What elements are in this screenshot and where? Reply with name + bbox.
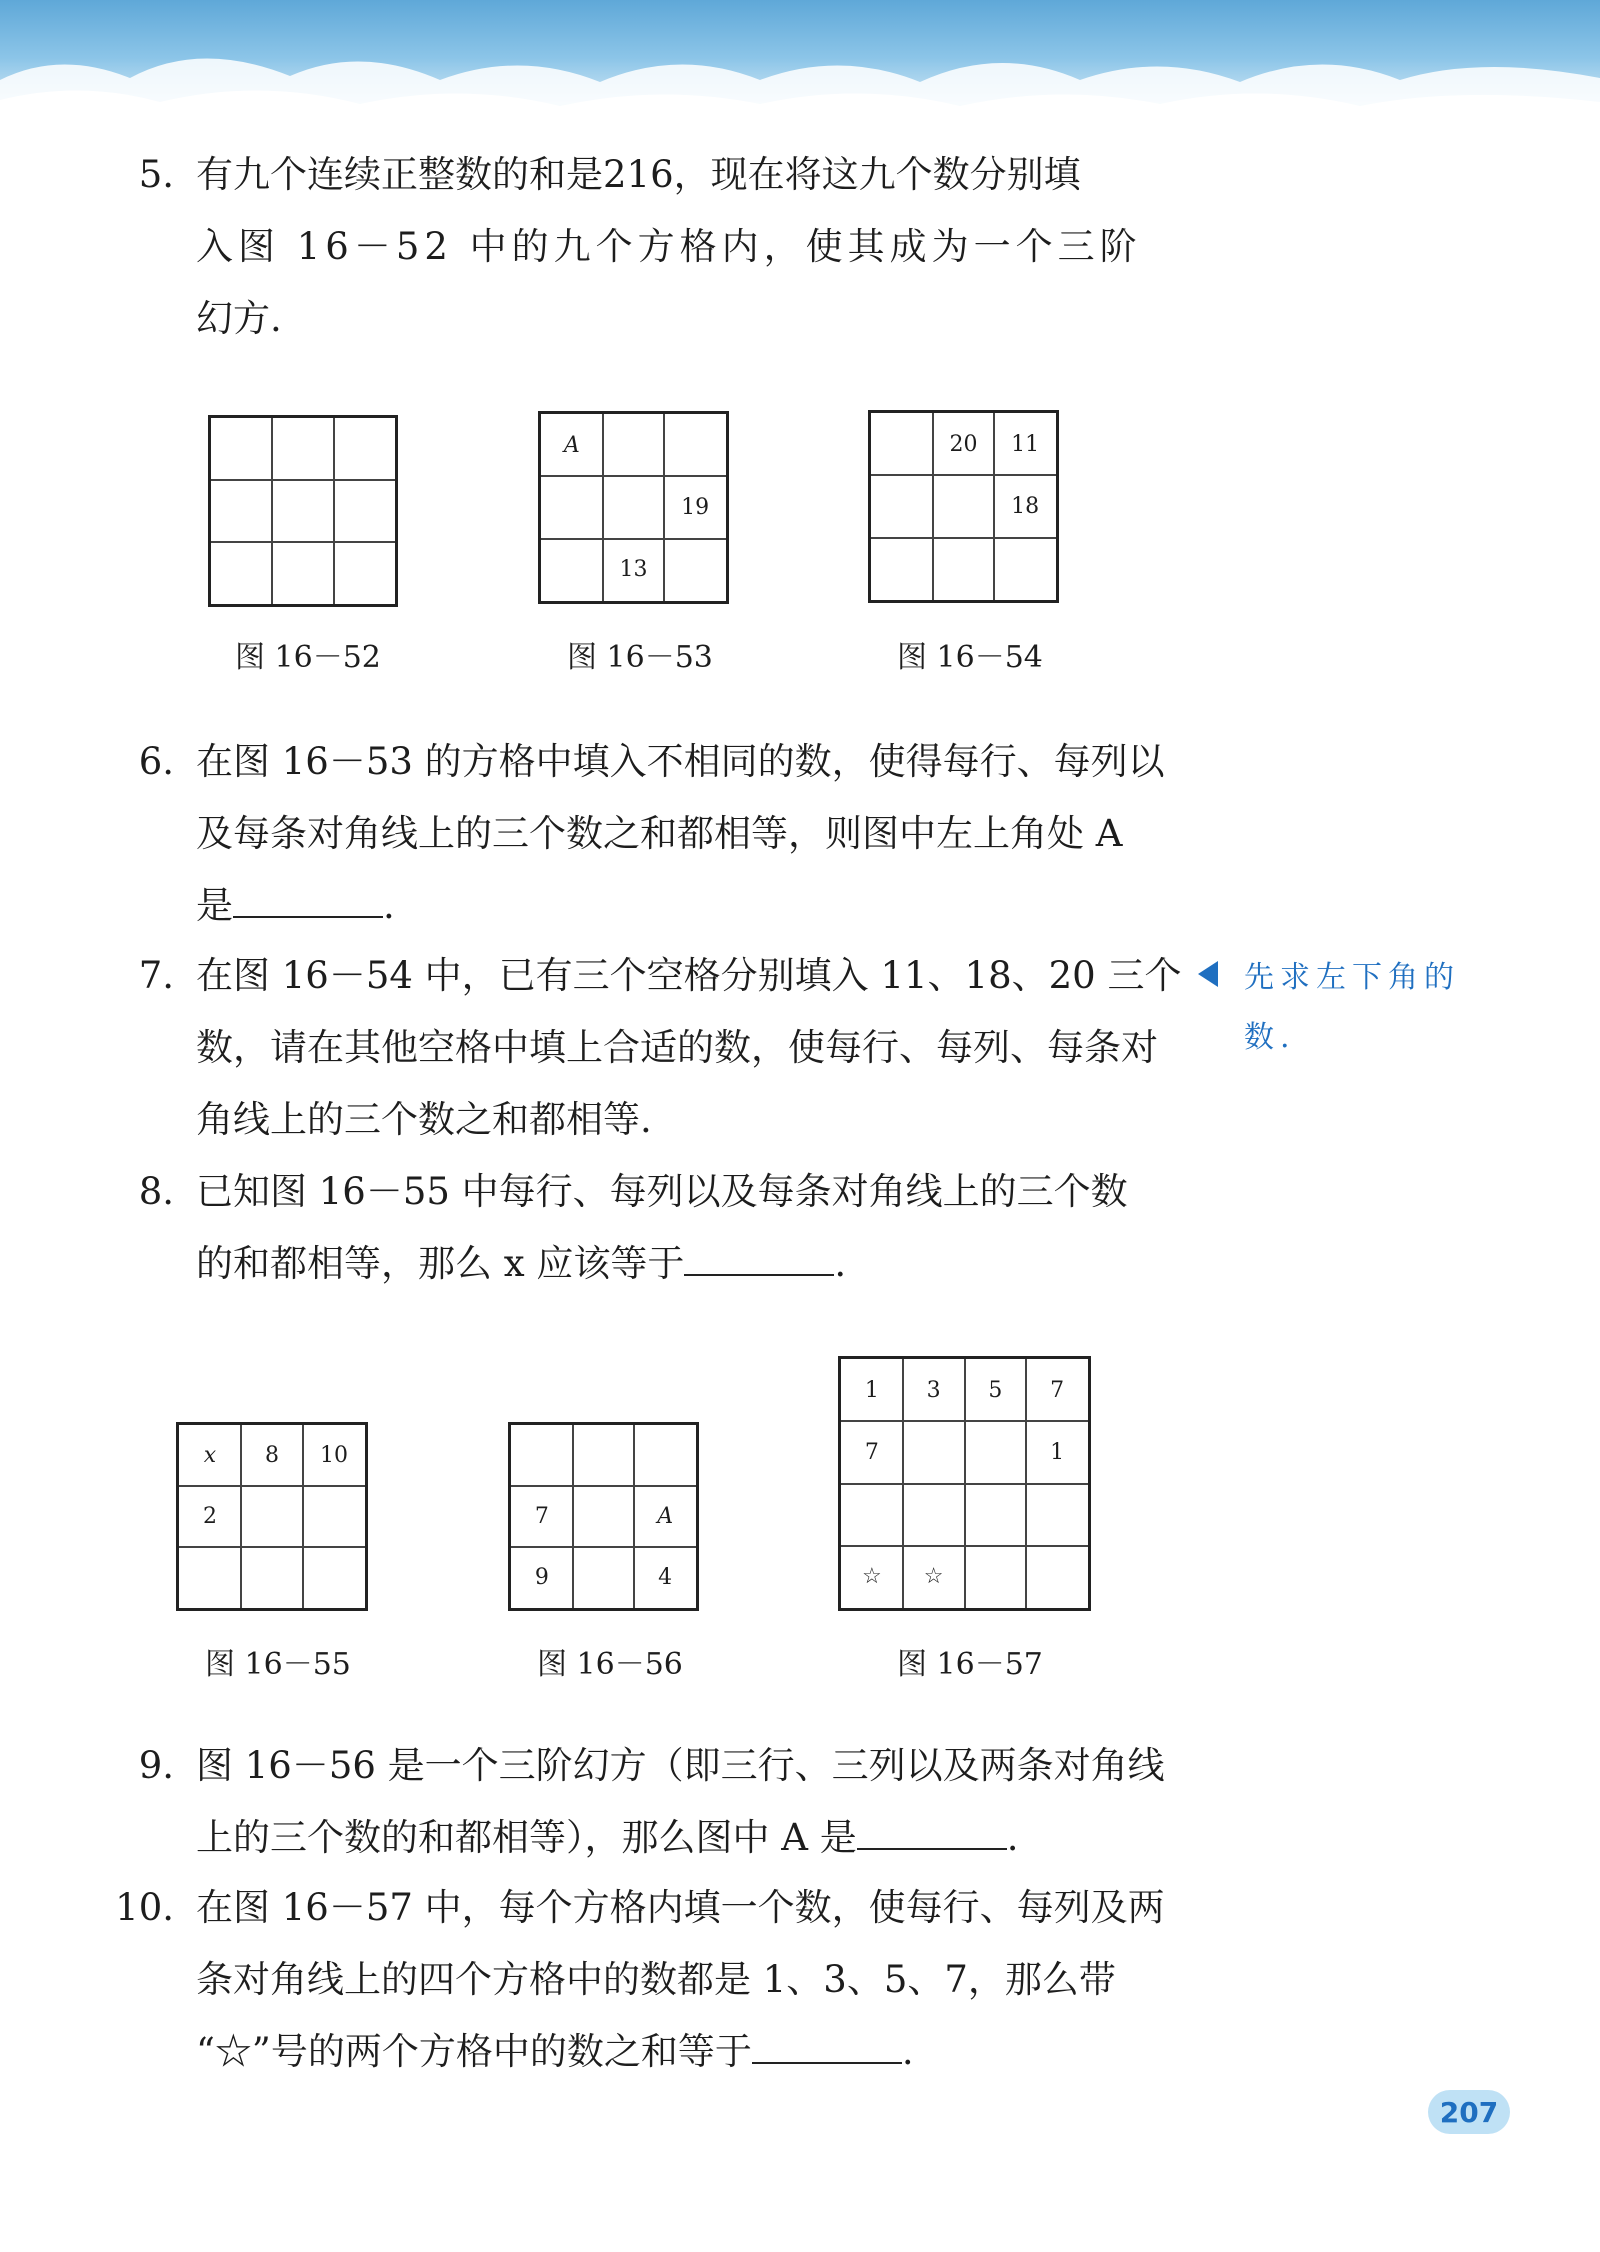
grid-cell[interactable] xyxy=(179,1547,241,1608)
question-line: 在图 16－54 中，已有三个空格分别填入 11、18、20 三个 xyxy=(196,954,1182,997)
grid-cell[interactable] xyxy=(241,1486,303,1547)
figure-caption: 图 16－55 xyxy=(205,1647,351,1682)
grid-cell[interactable] xyxy=(933,475,995,537)
pointer-arrow-icon xyxy=(1198,961,1218,987)
grid-cell[interactable] xyxy=(541,476,603,538)
question-line: “☆”号的两个方格中的数之和等于 . xyxy=(196,2016,914,2088)
figure-caption: 图 16－54 xyxy=(897,640,1043,675)
side-note-line: 先求左下角的 xyxy=(1244,960,1460,995)
grid-cell[interactable]: A xyxy=(563,432,580,458)
figure-16-55-grid xyxy=(176,1422,368,1611)
side-note-line: 数. xyxy=(1244,1020,1296,1055)
question-number: 10. xyxy=(115,1886,174,1929)
question-number: 8. xyxy=(138,1170,174,1213)
question-line: 有九个连续正整数的和是216，现在将这九个数分别填 xyxy=(196,153,1081,196)
grid-cell[interactable]: 4 xyxy=(658,1565,673,1590)
question-line: 的和都相等，那么 x 应该等于 . xyxy=(196,1228,846,1300)
question-line: 是 . xyxy=(196,870,395,942)
figure-caption: 图 16－53 xyxy=(567,640,713,675)
grid-cell[interactable] xyxy=(871,538,933,600)
question-line: 已知图 16－55 中每行、每列以及每条对角线上的三个数 xyxy=(196,1170,1128,1213)
grid-cell[interactable]: 9 xyxy=(534,1565,549,1590)
grid-cell[interactable]: 2 xyxy=(203,1504,217,1529)
grid-cell[interactable] xyxy=(334,418,395,480)
grid-cell[interactable] xyxy=(541,539,603,601)
grid-cell[interactable] xyxy=(1026,1484,1088,1546)
grid-cell[interactable] xyxy=(664,539,726,601)
cloud-decoration xyxy=(0,0,1600,130)
figure-caption: 图 16－56 xyxy=(537,1647,683,1682)
question-line: 上的三个数的和都相等），那么图中 A 是 . xyxy=(196,1802,1019,1874)
grid-cell[interactable] xyxy=(841,1484,903,1546)
figure-16-56-grid xyxy=(508,1422,699,1611)
grid-cell[interactable] xyxy=(965,1484,1027,1546)
grid-cell[interactable]: 7 xyxy=(534,1504,549,1529)
grid-cell[interactable] xyxy=(511,1425,573,1486)
grid-cell[interactable] xyxy=(272,542,333,604)
grid-cell[interactable]: 7 xyxy=(1050,1377,1065,1403)
grid-cell[interactable]: 7 xyxy=(864,1439,879,1465)
question-line: 条对角线上的四个方格中的数都是 1、3、5、7，那么带 xyxy=(196,1958,1116,2001)
question-number: 6. xyxy=(138,740,174,783)
grid-cell[interactable] xyxy=(603,414,665,476)
page-header-banner xyxy=(0,0,1600,130)
grid-cell[interactable]: x xyxy=(203,1443,217,1468)
answer-blank[interactable] xyxy=(752,2022,902,2064)
question-number: 9. xyxy=(138,1744,174,1787)
grid-cell[interactable]: 8 xyxy=(265,1443,279,1468)
grid-cell[interactable] xyxy=(303,1547,365,1608)
grid-cell[interactable]: 13 xyxy=(619,557,648,583)
grid-cell[interactable] xyxy=(664,414,726,476)
grid-cell[interactable] xyxy=(303,1486,365,1547)
grid-cell[interactable]: ☆ xyxy=(862,1564,882,1590)
answer-blank[interactable] xyxy=(233,876,383,918)
grid-cell[interactable]: 10 xyxy=(320,1443,348,1468)
grid-cell[interactable] xyxy=(272,418,333,480)
grid-cell[interactable] xyxy=(1026,1546,1088,1608)
grid-cell[interactable] xyxy=(334,480,395,542)
grid-cell[interactable] xyxy=(871,475,933,537)
answer-blank[interactable] xyxy=(857,1808,1007,1850)
question-line: 入图 16－52 中的九个方格内，使其成为一个三阶 xyxy=(196,225,1142,268)
question-line: 数，请在其他空格中填上合适的数，使每行、每列、每条对 xyxy=(196,1026,1158,1069)
grid-cell[interactable]: 3 xyxy=(926,1377,941,1403)
question-line: 幻方. xyxy=(196,297,282,340)
grid-cell[interactable] xyxy=(903,1484,965,1546)
grid-cell[interactable] xyxy=(573,1547,635,1608)
grid-cell[interactable] xyxy=(933,538,995,600)
figure-caption: 图 16－57 xyxy=(897,1647,1043,1682)
grid-cell[interactable] xyxy=(965,1546,1027,1608)
question-line: 角线上的三个数之和都相等. xyxy=(196,1098,652,1141)
figure-caption: 图 16－52 xyxy=(235,640,381,675)
figure-16-53-grid xyxy=(538,411,729,604)
grid-cell[interactable] xyxy=(603,476,665,538)
grid-cell[interactable]: 19 xyxy=(681,494,710,520)
grid-cell[interactable]: 1 xyxy=(864,1377,879,1403)
question-number: 7. xyxy=(138,954,174,997)
grid-cell[interactable] xyxy=(211,480,272,542)
grid-cell[interactable]: 20 xyxy=(949,431,978,457)
grid-cell[interactable]: ☆ xyxy=(923,1564,944,1590)
grid-cell[interactable] xyxy=(871,413,933,475)
question-line: 在图 16－57 中，每个方格内填一个数，使每行、每列及两 xyxy=(196,1886,1165,1929)
figure-16-54-grid xyxy=(868,410,1059,603)
question-line: 图 16－56 是一个三阶幻方（即三行、三列以及两条对角线 xyxy=(196,1744,1165,1787)
grid-cell[interactable] xyxy=(573,1425,635,1486)
grid-cell[interactable] xyxy=(272,480,333,542)
question-line: 及每条对角线上的三个数之和都相等，则图中左上角处 A xyxy=(196,812,1123,855)
grid-cell[interactable]: 18 xyxy=(1011,493,1040,519)
grid-cell[interactable] xyxy=(965,1421,1027,1483)
grid-cell[interactable] xyxy=(634,1425,696,1486)
question-number: 5. xyxy=(138,153,174,196)
grid-cell[interactable]: A xyxy=(657,1504,674,1529)
grid-cell[interactable] xyxy=(334,542,395,604)
figure-16-57-grid xyxy=(838,1356,1091,1611)
figure-16-52-grid xyxy=(208,415,398,607)
grid-cell[interactable]: 11 xyxy=(1011,431,1040,457)
grid-cell[interactable] xyxy=(211,542,272,604)
question-line: 在图 16－53 的方格中填入不相同的数，使得每行、每列以 xyxy=(196,740,1165,783)
grid-cell[interactable] xyxy=(994,538,1056,600)
page-number: 207 xyxy=(1428,2090,1510,2134)
grid-cell[interactable] xyxy=(211,418,272,480)
grid-cell[interactable]: 5 xyxy=(988,1377,1003,1403)
grid-cell[interactable] xyxy=(903,1421,965,1483)
answer-blank[interactable] xyxy=(684,1234,834,1276)
grid-cell[interactable] xyxy=(241,1547,303,1608)
grid-cell[interactable]: 1 xyxy=(1050,1439,1065,1465)
grid-cell[interactable] xyxy=(573,1486,635,1547)
